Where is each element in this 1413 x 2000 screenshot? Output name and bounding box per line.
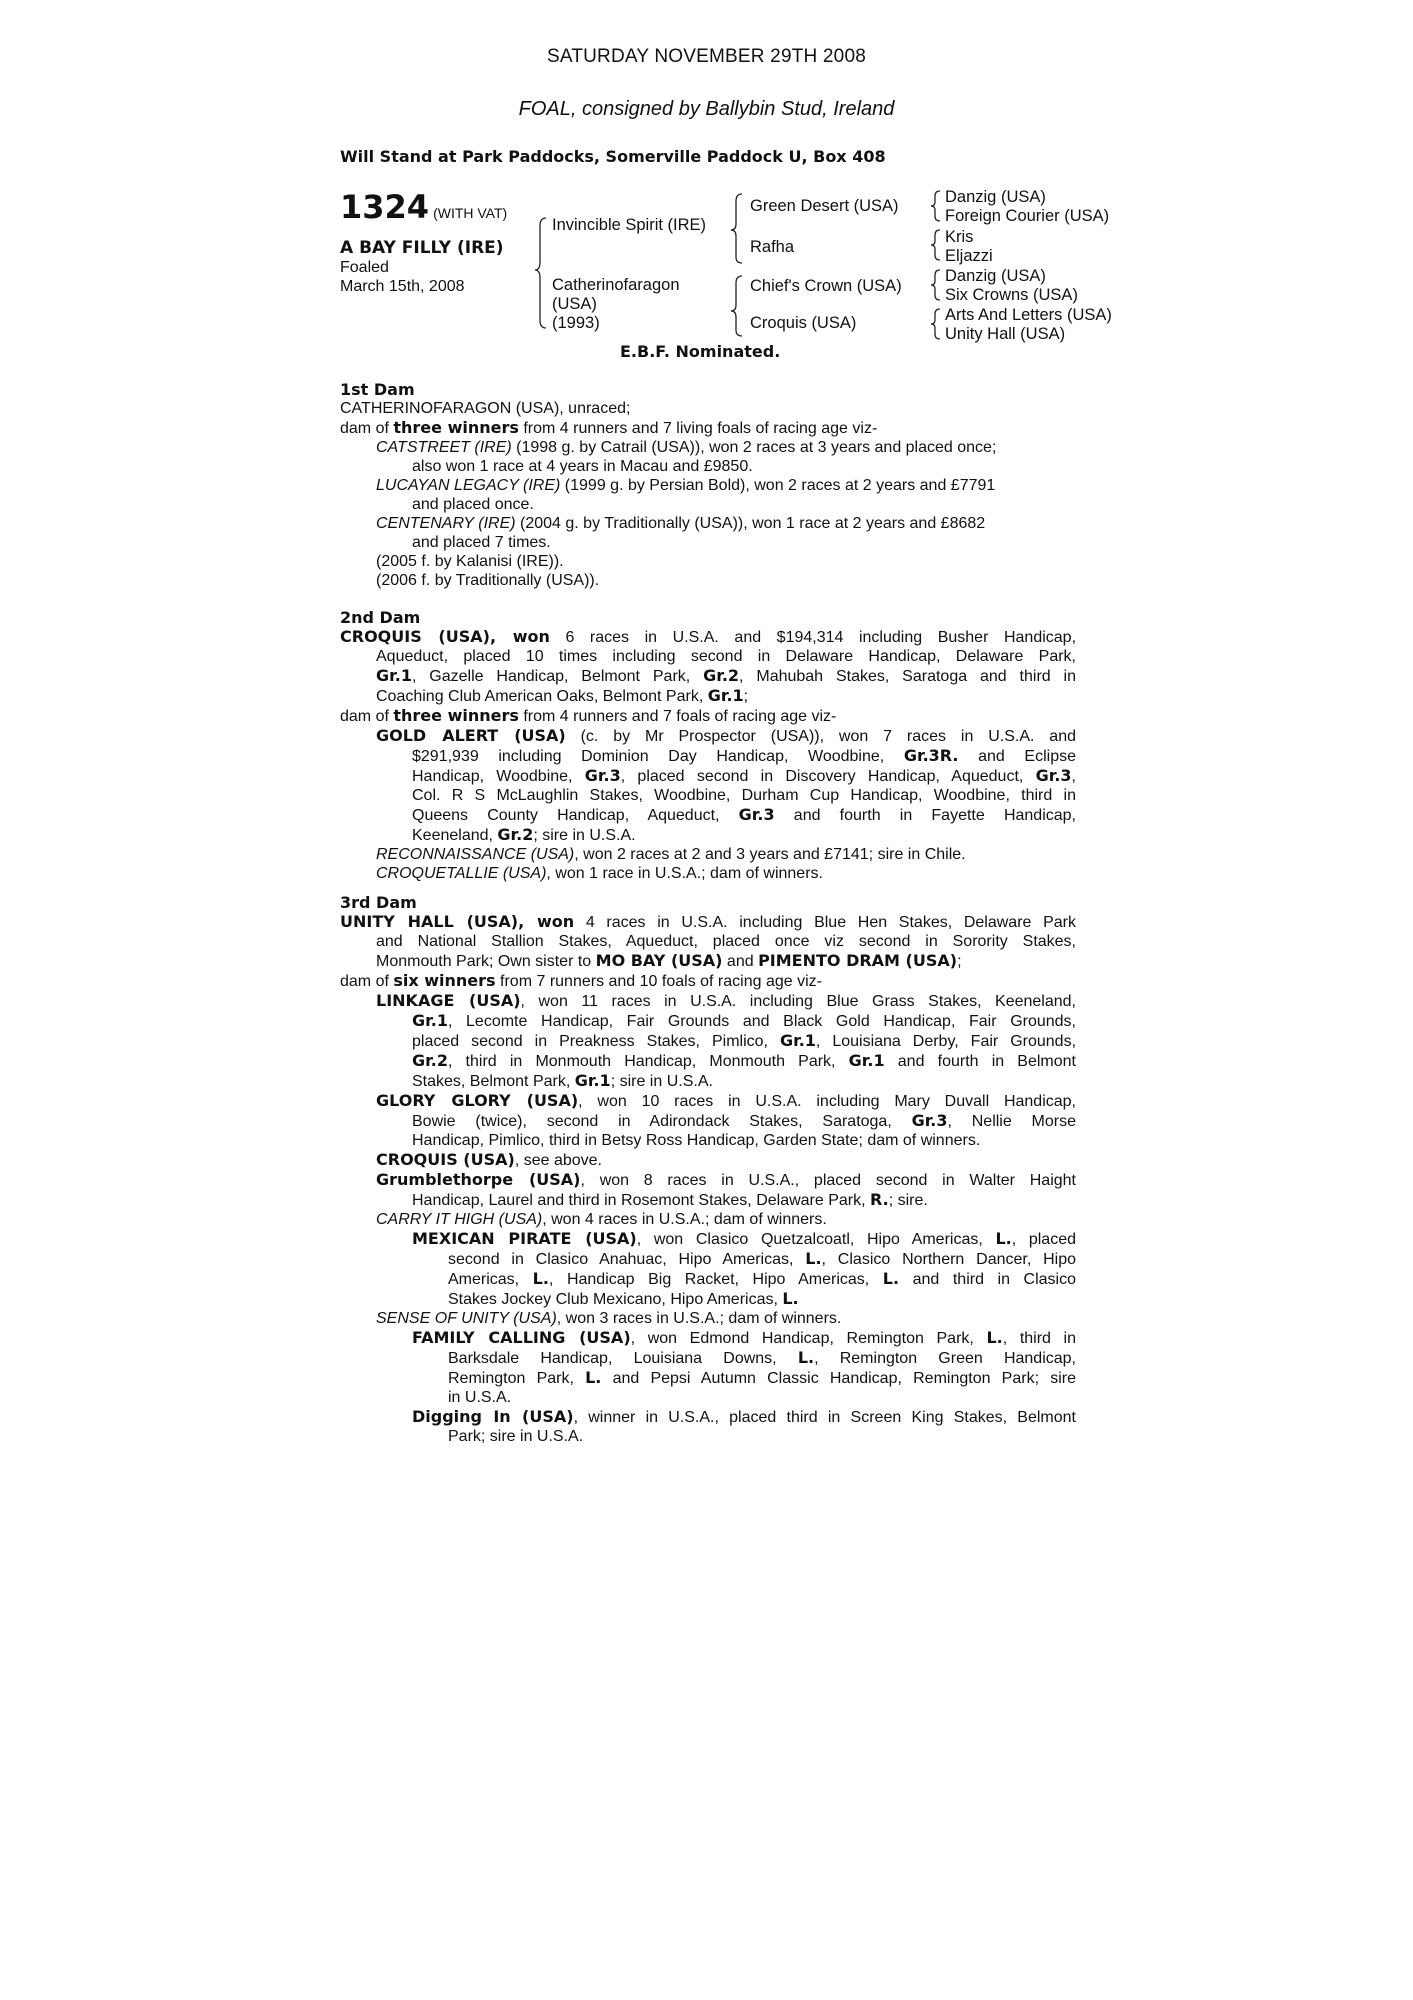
first-dam-produce-summary: dam of three winners from 4 runners and 7 living foals of racing age viz-: [340, 418, 878, 437]
produce-gold-alert-cont: [376, 746, 1076, 845]
produce-croquis: CROQUIS (USA), see above.: [376, 1150, 602, 1169]
mexican-pirate-line-4: Stakes Jockey Club Mexicano, Hipo Americas, L.: [448, 1289, 799, 1308]
family-calling-line-3: Remington Park, L. and Pepsi Autumn Classic Handicap, Remington Park; sire: [448, 1368, 1077, 1387]
produce-glory-glory-cont: [376, 1111, 1076, 1150]
third-dam-record-2: and National Stallion Stakes, Aqueduct, placed once viz second in Sorority Stakes,: [376, 933, 1076, 950]
third-dam-record-cont: [340, 932, 1076, 971]
gold-alert-line-6: Keeneland, Gr.2; sire in U.S.A.: [412, 825, 636, 844]
pedigree-sire-sire: Green Desert (USA): [750, 197, 899, 215]
third-dam-produce-list: [340, 991, 1076, 1446]
pedigree-dam-dam: Croquis (USA): [750, 314, 857, 332]
third-dam-record-3: Monmouth Park; Own sister to MO BAY (USA) and PIMENTO DRAM (USA);: [376, 951, 962, 970]
digging-in-line-2: Park; sire in U.S.A.: [448, 1428, 584, 1445]
produce-centenary-cont: and placed 7 times.: [412, 534, 551, 551]
mexican-pirate-line-3: Americas, L., Handicap Big Racket, Hipo Americas, L. and third in Clasico: [448, 1269, 1076, 1288]
foaled-label: Foaled: [340, 259, 389, 276]
lot-number: 1324: [340, 188, 430, 226]
vat-note: (WITH VAT): [433, 205, 508, 221]
pedigree-gen3-6: Six Crowns (USA): [945, 286, 1078, 304]
first-dam-heading: 1st Dam: [340, 380, 415, 399]
produce-lucayan-legacy-cont: and placed once.: [412, 496, 534, 513]
produce-glory-glory: GLORY GLORY (USA), won 10 races in U.S.A. including Mary Duvall Handicap,: [376, 1091, 1076, 1110]
grumblethorpe-line-2: Handicap, Laurel and third in Rosemont Stakes, Delaware Park, R.; sire.: [412, 1190, 928, 1209]
third-dam-produce-summary: dam of six winners from 7 runners and 10 foals of racing age viz-: [340, 971, 822, 990]
stand-location: Will Stand at Park Paddocks, Somerville Paddock U, Box 408: [340, 147, 886, 166]
linkage-line-2: Gr.1, Lecomte Handicap, Fair Grounds and Black Gold Handicap, Fair Grounds,: [412, 1011, 1076, 1030]
pedigree-gen3-7: Arts And Letters (USA): [945, 306, 1112, 324]
produce-mexican-pirate: MEXICAN PIRATE (USA), won Clasico Quetzalcoatl, Hipo Americas, L., placed: [412, 1229, 1076, 1248]
gold-alert-line-5: Queens County Handicap, Aqueduct, Gr.3 and fourth in Fayette Handicap,: [412, 805, 1076, 824]
gold-alert-line-2: $291,939 including Dominion Day Handicap, Woodbine, Gr.3R. and Eclipse: [412, 746, 1076, 765]
third-dam-section: [340, 893, 1076, 1446]
produce-catstreet: CATSTREET (IRE) (1998 g. by Catrail (USA)), won 2 races at 3 years and placed once;: [376, 439, 997, 456]
produce-grumblethorpe-cont: [376, 1190, 1076, 1210]
pedigree-sire-dam: Rafha: [750, 238, 795, 256]
produce-sense-of-unity: SENSE OF UNITY (USA), won 3 races in U.S.A.; dam of winners.: [376, 1310, 842, 1327]
linkage-line-3: placed second in Preakness Stakes, Pimlico, Gr.1, Louisiana Derby, Fair Grounds,: [412, 1031, 1077, 1050]
carry-it-high-produce: [376, 1229, 1076, 1309]
pedigree-dam-line-1: Catherinofaragon: [552, 276, 680, 294]
linkage-line-5: Stakes, Belmont Park, Gr.1; sire in U.S.A.: [412, 1071, 713, 1090]
pedigree-dam: [552, 276, 680, 333]
produce-2006-filly: (2006 f. by Traditionally (USA)).: [376, 572, 600, 589]
glory-glory-line-3: Handicap, Pimlico, third in Betsy Ross Handicap, Garden State; dam of winners.: [412, 1132, 981, 1149]
pedigree-gen3-1: Danzig (USA): [945, 188, 1046, 206]
foaled-info: [340, 258, 465, 296]
sale-date: SATURDAY NOVEMBER 29TH 2008: [546, 46, 866, 67]
produce-family-calling-cont: [412, 1348, 1076, 1407]
mexican-pirate-line-2: second in Clasico Anahuac, Hipo Americas, L., Clasico Northern Dancer, Hipo: [448, 1249, 1076, 1268]
second-dam-record-1: CROQUIS (USA), won 6 races in U.S.A. and $194,314 including Busher Handicap,: [340, 627, 1077, 646]
sense-of-unity-produce: [376, 1328, 1076, 1446]
first-dam-intro: CATHERINOFARAGON (USA), unraced;: [340, 400, 631, 417]
produce-centenary: CENTENARY (IRE) (2004 g. by Traditionally (USA)), won 1 race at 2 years and £8682: [376, 515, 986, 532]
produce-mexican-pirate-cont: [412, 1249, 1076, 1309]
third-dam-heading: 3rd Dam: [340, 893, 417, 912]
produce-digging-in-cont: [412, 1427, 1076, 1446]
second-dam-record-4: Coaching Club American Oaks, Belmont Park, Gr.1;: [376, 686, 749, 705]
produce-gold-alert: GOLD ALERT (USA) (c. by Mr Prospector (USA)), won 7 races in U.S.A. and: [376, 726, 1076, 745]
horse-description: A BAY FILLY (IRE): [340, 238, 504, 258]
ebf-nomination: E.B.F. Nominated.: [620, 342, 781, 361]
produce-linkage: LINKAGE (USA), won 11 races in U.S.A. including Blue Grass Stakes, Keeneland,: [376, 991, 1077, 1010]
produce-croquetallie: CROQUETALLIE (USA), won 1 race in U.S.A.; dam of winners.: [376, 865, 823, 882]
foaled-date: March 15th, 2008: [340, 278, 465, 295]
third-dam-record-1: UNITY HALL (USA), won 4 races in U.S.A. including Blue Hen Stakes, Delaware Park: [340, 912, 1076, 931]
first-dam-produce-list: [340, 438, 1076, 590]
produce-reconnaissance: RECONNAISSANCE (USA), won 2 races at 2 and 3 years and £7141; sire in Chile.: [376, 846, 966, 863]
glory-glory-line-2: Bowie (twice), second in Adirondack Stakes, Saratoga, Gr.3, Nellie Morse: [412, 1111, 1076, 1130]
second-dam-record-cont: [340, 647, 1076, 706]
second-dam-produce-summary: dam of three winners from 4 runners and 7 foals of racing age viz-: [340, 706, 837, 725]
pedigree-sire: Invincible Spirit (IRE): [552, 216, 707, 234]
pedigree-dam-sire: Chief's Crown (USA): [750, 277, 902, 295]
second-dam-heading: 2nd Dam: [340, 608, 421, 627]
gold-alert-line-3: Handicap, Woodbine, Gr.3, placed second in Discovery Handicap, Aqueduct, Gr.3,: [412, 766, 1076, 785]
second-dam-record-2: Aqueduct, placed 10 times including second in Delaware Handicap, Delaware Park,: [376, 648, 1076, 665]
pedigree-dam-line-2: (USA): [552, 295, 597, 313]
family-calling-line-4: in U.S.A.: [448, 1389, 512, 1406]
produce-catstreet-cont: also won 1 race at 4 years in Macau and £9850.: [412, 458, 753, 475]
gold-alert-line-4: Col. R S McLaughlin Stakes, Woodbine, Durham Cup Handicap, Woodbine, third in: [412, 787, 1076, 804]
second-dam-section: [340, 608, 1076, 883]
produce-digging-in: Digging In (USA), winner in U.S.A., placed third in Screen King Stakes, Belmont: [412, 1407, 1076, 1426]
pedigree-gen3-3: Kris: [945, 228, 974, 246]
first-dam-section: [340, 380, 1076, 590]
pedigree-dam-line-3: (1993): [552, 314, 600, 332]
pedigree-gen3-4: Eljazzi: [945, 247, 993, 265]
produce-linkage-cont: [376, 1011, 1076, 1091]
lot-number-block: [340, 188, 507, 226]
produce-carry-it-high: CARRY IT HIGH (USA), won 4 races in U.S.A.; dam of winners.: [376, 1211, 827, 1228]
second-dam-record-3: Gr.1, Gazelle Handicap, Belmont Park, Gr.2, Mahubah Stakes, Saratoga and third in: [376, 666, 1077, 685]
family-calling-line-2: Barksdale Handicap, Louisiana Downs, L., Remington Green Handicap,: [448, 1348, 1077, 1367]
pedigree-gen3-8: Unity Hall (USA): [945, 325, 1066, 343]
produce-2005-filly: (2005 f. by Kalanisi (IRE)).: [376, 553, 564, 570]
second-dam-produce-list: [340, 726, 1076, 883]
produce-grumblethorpe: Grumblethorpe (USA), won 8 races in U.S.A., placed second in Walter Haight: [376, 1170, 1076, 1189]
linkage-line-4: Gr.2, third in Monmouth Handicap, Monmouth Park, Gr.1 and fourth in Belmont: [412, 1051, 1076, 1070]
pedigree-gen3-5: Danzig (USA): [945, 267, 1046, 285]
produce-lucayan-legacy: LUCAYAN LEGACY (IRE) (1999 g. by Persian Bold), won 2 races at 2 years and £7791: [376, 477, 996, 494]
consignment-line: FOAL, consigned by Ballybin Stud, Ireland: [518, 98, 895, 120]
produce-family-calling: FAMILY CALLING (USA), won Edmond Handicap, Remington Park, L., third in: [412, 1328, 1077, 1347]
pedigree-gen3-2: Foreign Courier (USA): [945, 207, 1110, 225]
